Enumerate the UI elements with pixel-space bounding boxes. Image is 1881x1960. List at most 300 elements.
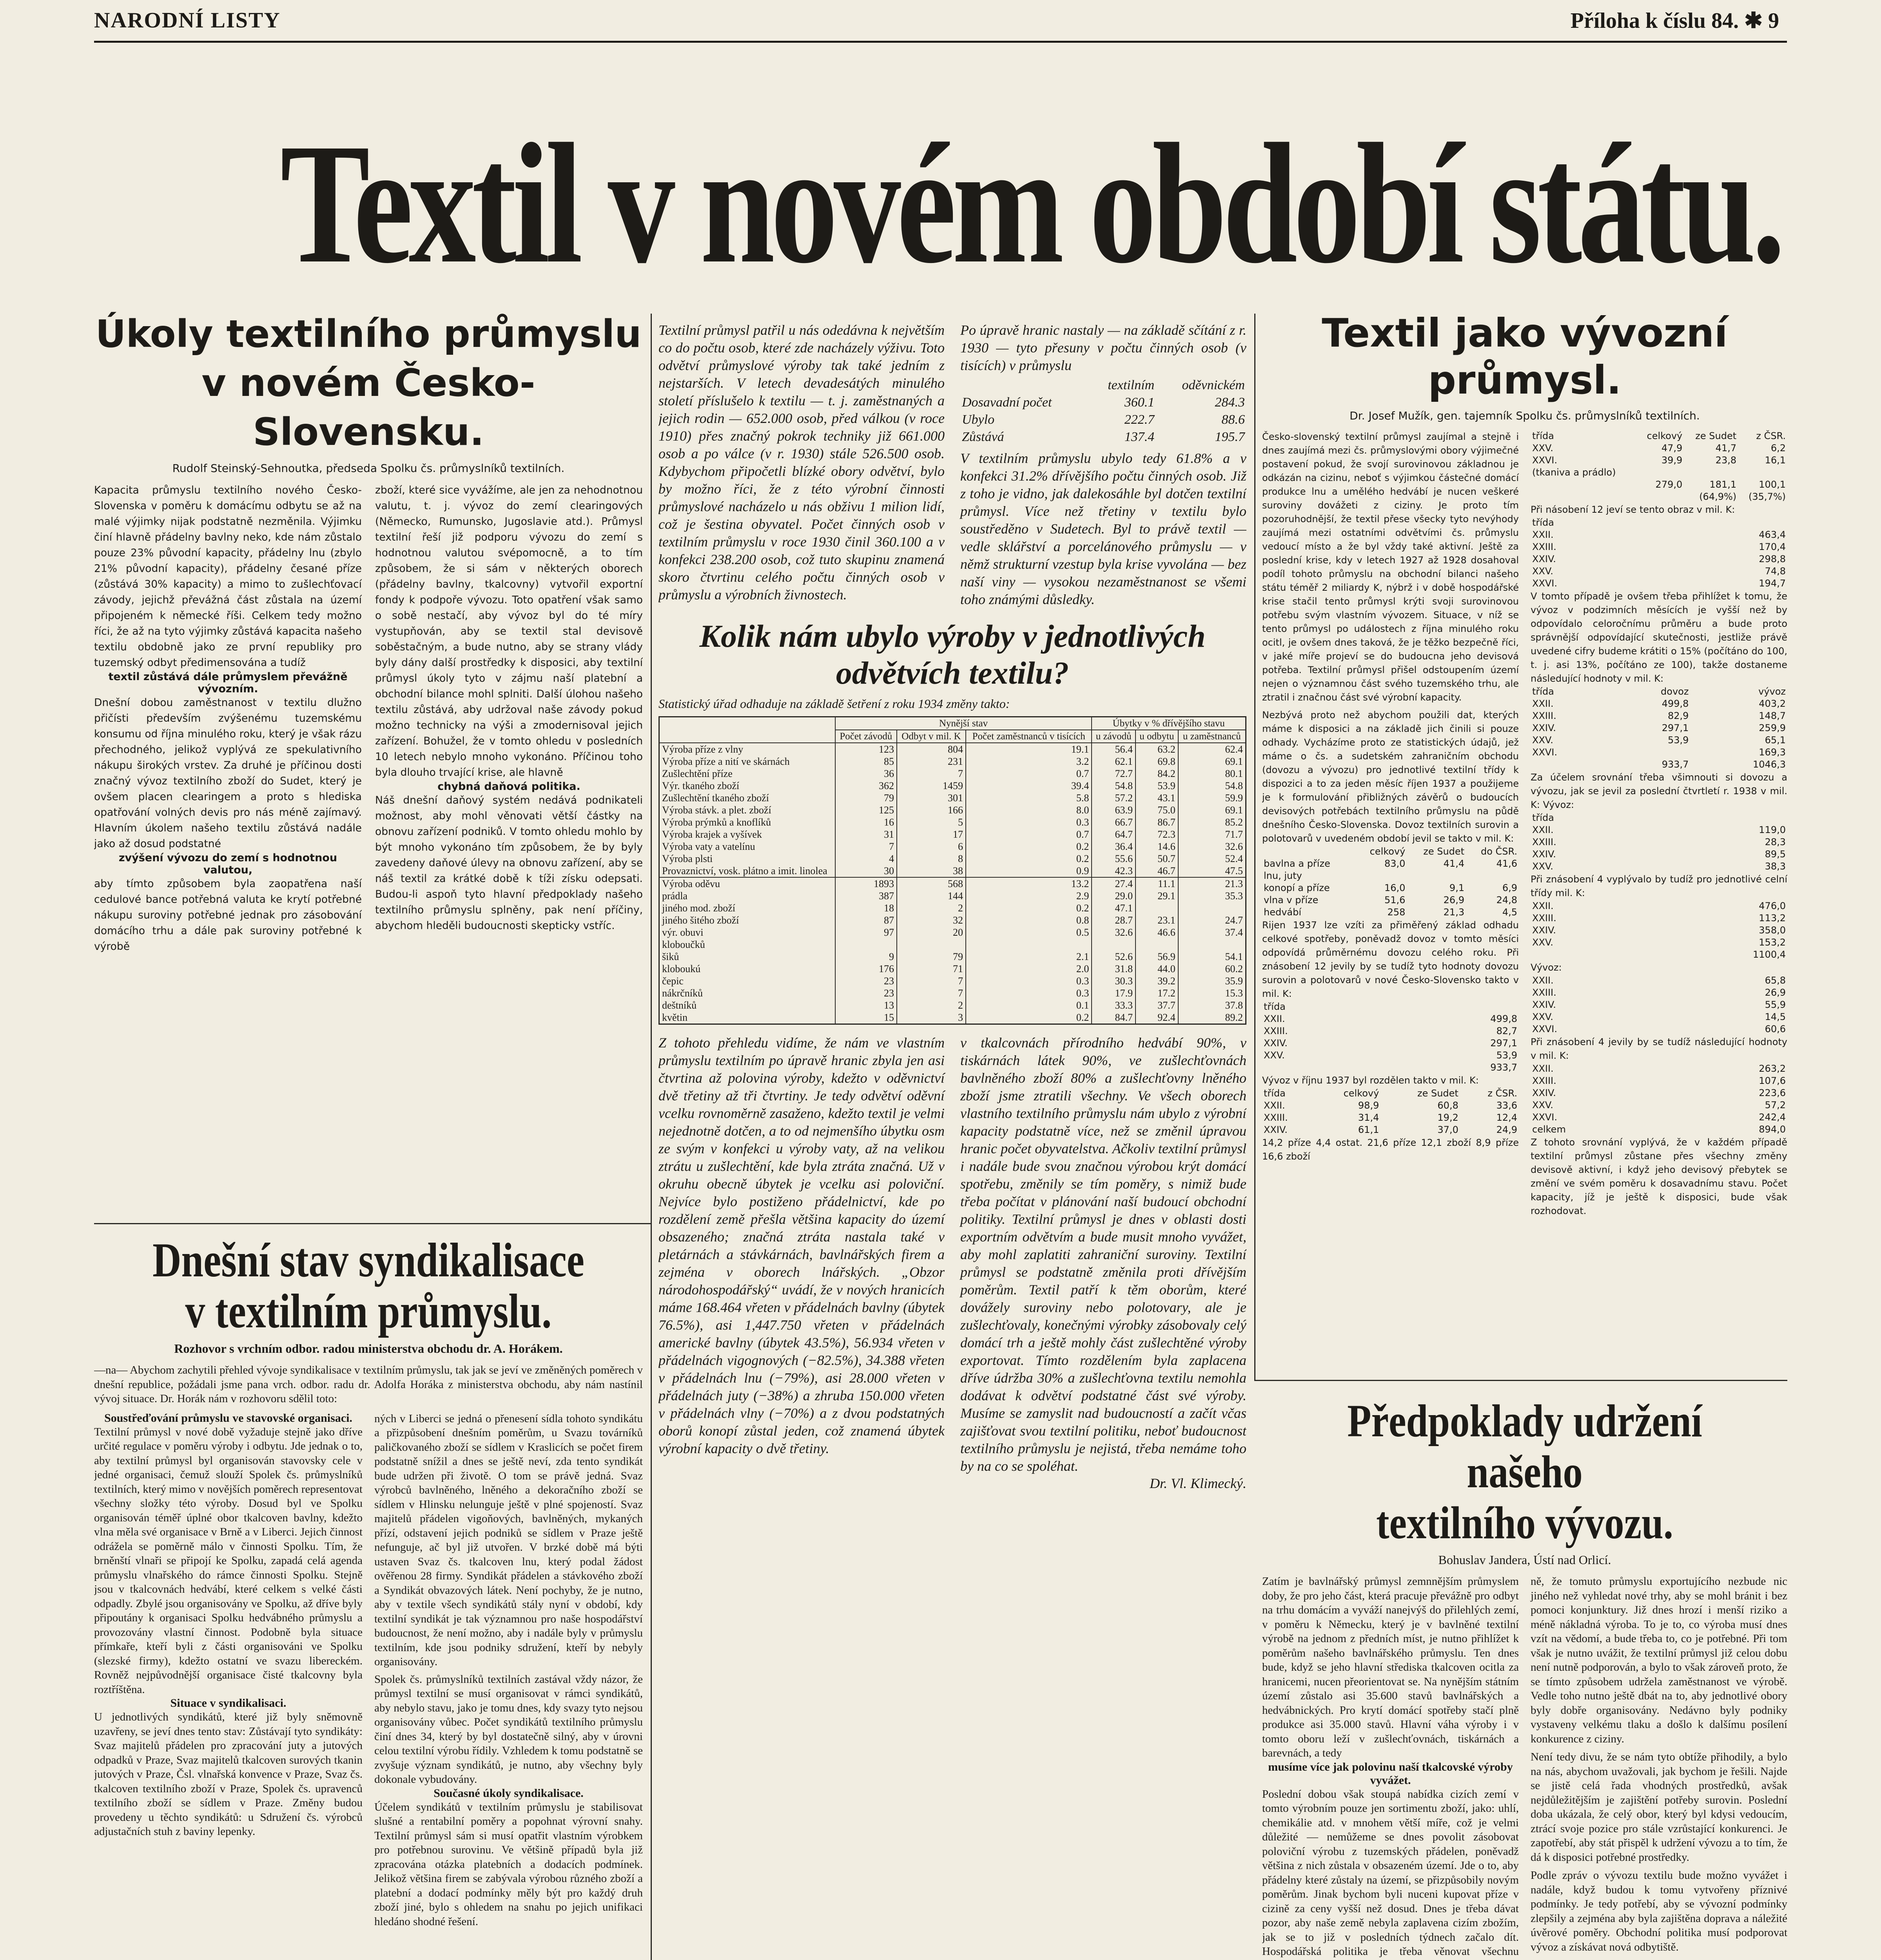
paragraph: Textilní průmysl v nové době vyžaduje stejně jako dříve určité regulace v poměru výroby i odbytu. Jde jednak o to, aby textilní průmysl byl organisován stavovsky cele v jedné organisaci, čemuž slouží Spolek čs. průmyslníků textilních, který mimo v novějších poměrech representovat všechny složky této výroby. Dosud byl ve Spolku organisován téměř úplné obor tkalcoven bavlny, kdežto vlna měla své organisace v Brně a v Liberci. Jejich činnost odrážela se poměrně málo v činnosti Spolku. Tím, že brněnští vlnaři se připojí ke Spolku, zapadá celá agenda průmyslu vlnařského do rámce činnosti Spolku. Stejně jsou v tkalcovnách hedvábí, které celkem s velké části odpadly. Zbylé jsou organisovány ve Spolku, až dříve byly připoutány k organisaci Spolku hedvábného průmyslu a provozovány vlastní činnost. Podobně byla situace přímkaře, kteří byli z části organisováni ve Spolku (slezské firmy), kdežto ostatní ve svazu libereckém. Rovněž nejpůvodnější organisace čisté tkalcovny byla roztříštěna. — [94, 1425, 363, 1696]
table-row — [1262, 1124, 1519, 1136]
article-title: textilního vývozu. — [1376, 1497, 1673, 1548]
row-label: Výroba příze z vlny — [659, 743, 835, 755]
import-table — [1262, 846, 1519, 918]
table-row — [1531, 1087, 1787, 1099]
row-label: čepic — [659, 975, 835, 987]
table-cell: XXII. — [1532, 824, 1554, 835]
table-cell: 74,8 — [1765, 566, 1786, 577]
table-cell: XXII. — [1532, 975, 1554, 986]
table-cell: 69.1 — [1178, 804, 1246, 816]
table-cell: 85.2 — [1178, 816, 1246, 828]
table-cell: 1893 — [835, 877, 897, 890]
table-cell: 11.1 — [1135, 877, 1178, 890]
table-cell: 6 — [897, 840, 966, 853]
table-cell: 242,4 — [1759, 1112, 1786, 1123]
table-cell: lnu, juty — [1264, 870, 1302, 881]
table-row — [1531, 936, 1787, 949]
table-cell: 41,4 — [1443, 858, 1465, 869]
table-cell: 69.1 — [1178, 755, 1246, 768]
table-cell: 87 — [835, 914, 897, 926]
table-cell: 17.9 — [1092, 987, 1135, 999]
table-row — [1531, 565, 1787, 577]
table-cell: 258 — [1387, 907, 1406, 918]
table-cell: XXVI. — [1532, 747, 1558, 758]
table-cell: 4,5 — [1502, 907, 1517, 918]
row-label: Výroba stávk. a plet. zboží — [659, 804, 835, 816]
paragraph: Není tedy divu, že se nám tyto obtíže přihodily, a bylo na nás, abychom uvažovali, jak bychom je řešili. Najde se jistě celá řada vhodných prostředků, avšak nejdůležitějším je zajištění potřeby surovin. Poslední doba ukázala, že celý obor, který byl kdysi vedoucím, ztrácí svoje pozice pro stále vzrůstající konkurenci. Je zapotřebí, aby stát přispěl k udržení vývozu a to tím, že dá k disposici potřebné prostředky. — [1531, 1751, 1787, 1864]
table-cell: 27.4 — [1092, 877, 1135, 890]
table-cell: konopí a příze — [1264, 882, 1330, 893]
table-cell: 6,9 — [1502, 882, 1517, 893]
table-header: oděvnickém — [1182, 378, 1245, 392]
paragraph: Rijen 1937 lze vzíti za přiměřený základ odhadu celkové spotřeby, poněvadž dovoz v tomto měsíci odpovídá průměrnému dovozu celého roku. Při znásobení 12 jevily by se tudíž tyto hodnoty dovozu surovin a polotovarů v nové Česko-Slovensko takto v mil. K: — [1262, 920, 1519, 999]
table-cell: 804 — [897, 743, 966, 755]
subheading: textil zůstává dále průmyslem převážně vývozním. — [108, 671, 348, 695]
text-column — [94, 483, 362, 955]
paragraph: Vývoz v říjnu 1937 byl rozdělen takto v mil. K: — [1262, 1075, 1479, 1086]
table-cell: 100,1 — [1759, 479, 1786, 490]
table-cell: 387 — [835, 890, 897, 902]
table-cell: 166 — [897, 804, 966, 816]
table-cell: 18 — [835, 902, 897, 914]
table-cell: 51,6 — [1384, 895, 1406, 906]
masthead: NARODNÍ LISTY — [94, 8, 281, 33]
table-cell: XXIV. — [1264, 1124, 1288, 1135]
table-cell: 15 — [835, 1011, 897, 1024]
table-cell: 39.4 — [966, 780, 1092, 792]
row-label: Výroba vaty a vatelínu — [659, 840, 835, 853]
table-cell: 53,9 — [1668, 735, 1689, 746]
paragraph: Dnešní dobou zaměstnanost v textilu dlužno přičísti především zvýšenému tuzemskému konsumu od října minulého roku, který je však rázu přechodného, jelikož vyplývá ze spekulativního nákupu širokých vrstev. Za druhé je příčinou dosti značný vývoz textilního zboží do Sudet, který je ovšem placen clearingem a proto s hlediska opatřování volných devis pro nás méně zajímavý. Hlavním úkolem našeho textilu zůstává nadále jako až dosud podstatné — [94, 697, 362, 850]
table-cell — [1607, 746, 1691, 759]
export-classes-table — [1531, 975, 1787, 1035]
row-label: Výroba krajek a vyšívek — [659, 828, 835, 840]
table-cell: 55,9 — [1765, 999, 1786, 1010]
table-cell: 7 — [897, 987, 966, 999]
table-cell — [1466, 870, 1519, 882]
table-header: Nynější stav — [835, 717, 1092, 730]
table-cell: 53,9 — [1496, 1050, 1517, 1061]
table-row — [1262, 1001, 1519, 1013]
table-cell: 69.8 — [1135, 755, 1178, 768]
table-row — [1531, 836, 1787, 848]
table-cell: XXIV. — [1532, 1087, 1556, 1098]
article-syndicalisation — [94, 1235, 643, 1960]
table-header: Odbyt v mil. K — [897, 730, 966, 743]
table-header — [659, 717, 835, 743]
table-cell: 46.7 — [1135, 865, 1178, 877]
table-row: Dosavadní počet 360.1 284.3 — [962, 395, 1245, 410]
table-cell: XXIII. — [1532, 837, 1556, 848]
paragraph: V tomto případě je ovšem třeba přihlížet k tomu, že vývoz v podzimních měsících je vyšší než by odpovídalo celoročnímu průměru a bude proto správnější odpovídající skutečnosti, jestliže právě uvedené cifry budeme krátiti o 15% (počítáno do 100, t. j. asi 13%, počítáno ze 100), takže dostaneme následující hodnoty v mil. K: — [1531, 591, 1787, 684]
table-cell: (64,9%) — [1699, 491, 1737, 502]
article-intro: —na— Abychom zachytili přehled vývoje syndikalisace v textilním průmyslu, tak jak se jeví ve změněných poměrech v dnešní republice, požádali jsme pana vrch. odbor. radu dr. Adolfa Horáka z ministerstva obchodu, aby nám nastínil vývoj situace. Dr. Horák nám v rozhovoru sdělil toto: — [94, 1364, 643, 1405]
table-row — [1531, 710, 1787, 722]
table-cell: 0.7 — [966, 828, 1092, 840]
main-headline: Textil v novém období státu. — [280, 108, 1781, 299]
table-row — [659, 890, 1246, 902]
import-export-table — [1531, 686, 1787, 771]
table-cell: 21.3 — [1178, 877, 1246, 890]
table-cell: 169,3 — [1759, 747, 1786, 758]
table-row — [1262, 906, 1519, 918]
table-row: Zůstává 137.4 195.7 — [962, 430, 1245, 444]
row-label: nákrčníků — [659, 987, 835, 999]
table-cell — [1653, 812, 1787, 824]
table-row — [1531, 1023, 1787, 1035]
article-title: Předpoklady udržení našeho — [1347, 1396, 1702, 1497]
table-row — [1262, 870, 1519, 882]
article-title: Kolik nám ubylo výroby v jednotlivých odvětvích textilu? — [699, 618, 1206, 691]
table-cell: XXIV. — [1532, 925, 1556, 936]
table-cell: 933,7 — [1490, 1062, 1517, 1073]
paragraph: Spolek čs. průmyslníků textilních zastával vždy názor, že průmysl textilní se musí organisovat v rámci syndikátů, aby nebylo stavu, jako je tomu dnes, kdy svazy tyto nejsou organisovány vůbec. Počet syndikátů textilního průmyslu činí dnes 34, který by byl dostatečně silný, aby v úrovni celou textilní výrobu řídily. Vzhledem k tomu podstatně se zvyšuje význam syndikátů, je nutno, aby všechny byly dokonale vybudovány. — [374, 1673, 643, 1786]
table-row — [659, 926, 1246, 938]
row-label: výr. obuvi — [659, 926, 835, 938]
table-cell: 83,0 — [1384, 858, 1406, 869]
article-byline: Dr. Josef Mužík, gen. tajemník Spolku čs. průmyslníků textilních. — [1350, 409, 1700, 422]
export-october-table — [1262, 1087, 1519, 1136]
table-cell: 72.3 — [1135, 828, 1178, 840]
row-label: květin — [659, 1011, 835, 1024]
table-cell: 62.4 — [1178, 743, 1246, 755]
table-cell: 26,9 — [1443, 895, 1465, 906]
table-row — [1531, 900, 1787, 912]
table-row — [659, 840, 1246, 853]
paragraph: ně, že tomuto průmyslu exportujícího nezbude nic jiného než vyhledat nové trhy, aby se mohl bránit i bez pomoci konjunktury. Již dnes hrozí i menší riziko a méně nákladná výroba. To je to, co výroba musí dnes vzít na vědomí, a bude třeba to, co je potřebné. Při tom však je nutno uvážit, že textilní průmysl již celou dobu není nutně podporován, a bylo to však zároveň proto, že se tímto způsobem udržela zaměstnanost ve výrobě. Vedle toho nutno ještě dbát na to, aby jednotlivé obory byly dobře organisovány. Nedávno byly podniky vystaveny velkému tlaku a došlo k dalšímu posílení konkurence z ciziny. — [1531, 1575, 1787, 1745]
table-cell: 63.2 — [1135, 743, 1178, 755]
table-cell: XXIII. — [1532, 710, 1556, 721]
table-cell — [1637, 466, 1684, 479]
row-label: jiného šitého zboží — [659, 914, 835, 926]
table-cell: 57,2 — [1765, 1100, 1786, 1111]
table-row — [659, 828, 1246, 840]
table-cell: XXIII. — [1264, 1112, 1288, 1123]
table-cell: 14.6 — [1135, 840, 1178, 853]
table-cell: 125 — [835, 804, 897, 816]
paragraph: Účelem syndikátů v textilním průmyslu je stabilisovat slušné a rentabilní poměry a popohnat výrovní snahy. Textilní průmysl sám si musí opatřit vlastním výrobkem pro potřebnou surovinu. Ve většině případů byla již zpracována otázka platebních a dodacích podmínek. Jelikož většina firem se zabývala výrobou různého zboží a platební a dodací podmínky měly být pro každý druh zboží jiné, bylo s ohledem na snahu po jejich unifikaci hledáno shodné řešení. — [374, 1800, 643, 1928]
table-row — [1531, 949, 1787, 961]
table-cell: 7 — [897, 768, 966, 780]
table-cell: 7 — [897, 975, 966, 987]
table-cell — [1637, 491, 1684, 503]
subheading: Současné úkoly syndikalisace. — [434, 1786, 584, 1800]
table-cell: 5 — [897, 816, 966, 828]
table-cell: 31,4 — [1358, 1112, 1379, 1123]
table-cell: 37.4 — [1178, 926, 1246, 938]
table-cell: XXV. — [1532, 861, 1553, 872]
table-cell: 47.5 — [1178, 865, 1246, 877]
table-cell: 223,6 — [1759, 1087, 1786, 1098]
table-cell: XXVI. — [1532, 1112, 1558, 1123]
table-cell: 46.6 — [1135, 926, 1178, 938]
table-cell: 19.1 — [966, 743, 1092, 755]
table-cell: XXV. — [1532, 1100, 1553, 1111]
table-cell: 0.2 — [966, 853, 1092, 865]
table-cell: XXIV. — [1532, 999, 1556, 1010]
paragraph: Textilní průmysl patřil u nás odedávna k největším co do počtu osob, které zde nacházely výživu. Toto odvětví průmyslové výroby tak také jedním z nejstarších. V letech devadesátých minulého století příslušelo k textilu — t. j. zaměstnaných a jejich rodin — 652.000 osob, před válkou (v roce 1910) přes značný pokrok techniky již 661.000 osob a po válce (v r. 1930) stále 526.500 osob. Kdybychom připočetli blízké obory odvětví, bylo by možno říci, že z této výrobní činnosti průmyslové nacházelo u nás obživu 1 milion lidí, což je šestina obyvatel. Počet činných osob v textilním průmyslu v roce 1930 činil 360.100 a v konfekci 238.200 osob, což tuto skupinu znamená skoro čtvrtinu celého počtu činných osob v průmyslu a výrobních živnostech. — [658, 322, 945, 603]
row-label: prádla — [659, 890, 835, 902]
table-row — [659, 865, 1246, 877]
table-cell: 42.3 — [1092, 865, 1135, 877]
table-cell: XXIII. — [1532, 541, 1556, 552]
article-title: Dnešní stav syndikalisace — [152, 1235, 584, 1287]
table-cell: 59.9 — [1178, 792, 1246, 804]
table-cell: 84.7 — [1092, 1011, 1135, 1024]
table-cell: 23 — [835, 975, 897, 987]
column-rule — [651, 314, 652, 1223]
table-row — [1531, 999, 1787, 1011]
row-label: Výr. tkaného zboží — [659, 780, 835, 792]
table-row — [1531, 734, 1787, 746]
table-row — [659, 804, 1246, 816]
table-row — [1531, 577, 1787, 590]
article-title: v novém Česko-Slovensku. — [201, 361, 535, 454]
table-cell: 30.3 — [1092, 975, 1135, 987]
table-cell: celkový — [1343, 1088, 1379, 1099]
table-cell: 44.0 — [1135, 963, 1178, 975]
table-cell: 181,1 — [1709, 479, 1737, 490]
table-cell: 86.7 — [1135, 816, 1178, 828]
paragraph: Vývoz: — [1531, 962, 1562, 973]
table-cell: 85 — [835, 755, 897, 768]
table-cell: 0.2 — [966, 1011, 1092, 1024]
text-column — [960, 1034, 1246, 1492]
table-cell: 54.8 — [1178, 780, 1246, 792]
table-cell: (tkaniva a prádlo) — [1532, 467, 1616, 478]
paragraph: Z tohoto přehledu vidíme, že nám ve vlastním průmyslu textilním po úpravě hranic zbyla jen asi čtvrtina až polovina výroby, kdežto v oděvnictví dvě třetiny až tři čtvrtiny. Je tedy odvětví oděvní vcelku rovnoměrně zasaženo, kdežto textil je velmi nejednotně dotčen, a to od nejmenšího úbytku osm ze svým v konfekci u výroby vaty, až na velikou ztrátu u zušlechtění, kde byla ztráta značná. Už v okruhu obecně úbytek je vcelku asi poloviční. Nejvíce bylo postiženo přádelnictví, kde po rozdělení země přešla většina kapacity do území obsazeného; značná ztráta nastala také v pletárnách a stávkárnách, bavlnářských firem a zejména v oborech lnářských. „Obzor národohospodářský“ uvádí, že v nových hranicích máme 168.464 vřeten v přádelnách bavlny (úbytek 76.5%), asi 1,447.750 vřeten v přádelnách americké bavlny (úbytek 43.5%), 56.934 vřeten v přádelnách vigognových (−82.5%), 34.388 vřeten v přádelnách lnu (−79%), asi 28.000 vřeten v přádelnách juty (−38%) a zhruba 150.000 vřeten v přádelnách vlny (−70%) a z dvou podstatných oborů konopí zůstal jeden, což znamená úbytek výrobní kapacity o dvě třetiny. — [658, 1034, 945, 1456]
table-cell: 21,3 — [1443, 907, 1465, 918]
table-cell: 65,8 — [1765, 975, 1786, 986]
table-cell: ze Sudet — [1417, 1088, 1458, 1099]
table-cell: XXV. — [1532, 566, 1553, 577]
table-cell: 15.3 — [1178, 987, 1246, 999]
table-row — [1531, 442, 1787, 454]
table-row — [659, 755, 1246, 768]
text-column — [1531, 1574, 1787, 1960]
table-cell: XXIII. — [1532, 1075, 1556, 1086]
table-cell: 54.1 — [1178, 951, 1246, 963]
table-cell: 170,4 — [1759, 541, 1786, 552]
table-cell: 32.6 — [1178, 840, 1246, 853]
table-cell: 14,5 — [1765, 1011, 1786, 1022]
table-cell: 499,8 — [1490, 1013, 1517, 1024]
table-cell: 259,9 — [1759, 722, 1786, 733]
table-row — [659, 999, 1246, 1011]
table-cell: XXIII. — [1264, 1025, 1288, 1036]
table-row — [659, 987, 1246, 999]
table-cell: XXV. — [1532, 443, 1553, 454]
export-share-table — [1531, 430, 1787, 503]
paragraph: Nezbývá proto než abychom použili dat, kterých máme k disposici a na základě jich činili si pouze odhady. Vycházíme proto ze statistických údajů, jež máme o čs. a sudetském zahraničním obchodu (dovozu a vývozu) pro jednotlivé textilní třídy k dispozici a to za jeden měsíc říjen 1937 a použijeme je k formulování přibližných závěrů o budoucích devisových potřebách textilního průmyslu na půdě dnešního Česko-Slovenska. Dovoz textilních surovin a polotovarů v uvedeném období jevil se takto v mil. K: — [1262, 710, 1519, 844]
table-row — [659, 853, 1246, 865]
table-row — [1531, 975, 1787, 987]
page-reference: Příloha k číslu 84. ✱ 9 — [1570, 9, 1779, 33]
paragraph: Česko-slovenský textilní průmysl zaujímal a stejně i dnes zaujímá mezi čs. průmyslovými obory výjimečné postavení pokud, že svojí surovinovou základnou je odkázán na cizinu, neboť s výjimkou částečné domácí produkce lnu a umělého hedvábí je nucen veškeré suroviny dovážeti z ciziny. Je proto tím pozoruhodnější, že textil přese všecky tyto nevýhody zaujímá mezi ostatními odvětvími čs. průmyslu vedoucí místo a že byl vždy také aktivní. Ještě za poslední krise, kdy v letech 1927 až 1928 dosahoval podíl tohoto průmyslu na obchodní bilanci našeho státu téměř 2 miliardy K, nýbrž i v době hospodářské krise stačil tento průmysl krýti svoji surovinovou potřebu svým vlastním vývozem. Situace, v níž se tento průmysl po událostech z října minulého roku ocitl, je ovšem dnes taková, že je těžko bezpečně říci, v jaké míře projeví se do budoucna jeho devisová potřeba. Textilní průmysl přišel odstoupením území nejen o významnou část svého tuzemského trhu, ale ztratil i značnou část své výrobní kapacity. — [1262, 431, 1519, 703]
table-cell: 56.4 — [1092, 743, 1135, 755]
table-cell: 8 — [897, 853, 966, 865]
table-cell: 0.2 — [966, 840, 1092, 853]
table-cell: 64.7 — [1092, 828, 1135, 840]
table-row — [1262, 882, 1519, 894]
row-label: deštníků — [659, 999, 835, 1011]
table-cell: celkem — [1532, 1124, 1566, 1135]
article-title: Úkoly textilního průmyslu — [95, 312, 642, 356]
table-cell: 362 — [835, 780, 897, 792]
table-row — [1262, 1025, 1519, 1037]
table-cell: 28,3 — [1765, 837, 1786, 848]
table-cell: 38,3 — [1765, 861, 1786, 872]
table-cell — [835, 938, 897, 951]
paragraph: zboží, které sice vyvážíme, ale jen za nehodnotnou valutu, t. j. vývoz do zemí clearingových (Německo, Rumunsko, Jugoslavie atd.). Průmysl textilní řeší již podporu vývozu do zemí s hodnotnou valutou svépomocně, a to tím způsobem, že si sám v některých oborech (přádelny bavlny, tkalcovny) vytvořil exportní fondy k podpoře vývozu. Toto opatření však samo o sobě nestačí, aby vývoz byl do té míry vystupňován, aby se textil stal devisově soběstačným, a bude nutno, aby se strany vlády byly dány další prostředky k disposici, aby textilní průmysl úkoly tyto v zájmu naší platební a obchodní bilance mohl splniti. Další úlohou našeho textilu zůstává, aby udržoval naše závody pokud možno technicky na výši a zmodernisoval jejich zařízení. Bohužel, že v tomto ohledu v posledních 10 letech nebylo mnoho vykonáno. Příčinou toho byla dlouho trvající krise, ale hlavně — [375, 484, 643, 779]
table-cell: 19,2 — [1437, 1112, 1458, 1123]
table-cell: 123 — [835, 743, 897, 755]
table-cell — [1407, 870, 1466, 882]
quarter-export-table — [1531, 812, 1787, 873]
row-label: Zušlechtění tkaného zboží — [659, 792, 835, 804]
table-cell: XXV. — [1264, 1050, 1285, 1061]
statistics-table-body — [659, 743, 1246, 1024]
table-row — [1262, 858, 1519, 870]
table-cell: 0.3 — [966, 975, 1092, 987]
table-cell: 6,2 — [1770, 443, 1786, 454]
table-cell: 57.2 — [1092, 792, 1135, 804]
table-cell: 23.1 — [1135, 914, 1178, 926]
table-cell: 176 — [835, 963, 897, 975]
paragraph: Z tohoto srovnání vyplývá, že v každém případě textilní průmysl zůstane přes všechny změny devisově aktivní, i když jeho devisový přebytek se změní ve svém poměru k dosavadnímu stavu. Počet kapacity, jíž je ještě k disposici, bude však rozhodovat. — [1531, 1137, 1787, 1216]
table-cell — [1531, 949, 1641, 961]
multiplied-table — [1531, 900, 1787, 961]
paragraph: U jednotlivých syndikátů, které již byly sněmovně uzavřeny, se jeví dnes tento stav: Zůstávají tyto syndikáty: Svaz majitelů přádelen pro zpracování juty a jutových odpadků v Praze, Svaz majitelů tkalcoven surových tkanin jutových v Praze, Čsl. vlnařská konvence v Praze, Svaz čs. tkalcoven textilního zboží v Praze, Spolek čs. upravenců textilního zboží se sídlem v Praze. Změny budou provedeny u těchto syndikátů: u Sdružení čs. výrobců adjustačních stuh z baviny lepenky. — [94, 1711, 363, 1838]
table-cell: 72.7 — [1092, 768, 1135, 780]
table-cell: z ČSR. — [1756, 430, 1786, 441]
import-projection-table — [1262, 1001, 1519, 1074]
table-cell: XXIV. — [1264, 1038, 1288, 1049]
table-row — [659, 938, 1246, 951]
table-cell: bavlna a příze — [1264, 858, 1330, 869]
table-cell: 13.2 — [966, 877, 1092, 890]
text-column — [374, 1412, 643, 1929]
table-cell: XXII. — [1532, 900, 1554, 911]
table-cell: (35,7%) — [1749, 491, 1786, 502]
table-cell: třída — [1532, 812, 1554, 823]
table-cell: 1100,4 — [1753, 949, 1786, 960]
table-cell: 107,6 — [1759, 1075, 1786, 1086]
text-column — [94, 1412, 363, 1929]
table-cell: vývoz — [1758, 686, 1786, 697]
table-header: Úbytky v % dřívějšího stavu — [1092, 717, 1246, 730]
table-cell: 82,9 — [1668, 710, 1689, 721]
column-rule — [651, 1223, 652, 1960]
table-cell: 2 — [897, 902, 966, 914]
table-cell: 33,6 — [1496, 1100, 1517, 1111]
table-cell: 13 — [835, 999, 897, 1011]
table-row: Ubylo 222.7 88.6 — [962, 412, 1245, 427]
table-row — [659, 975, 1246, 987]
table-cell: 1046,3 — [1753, 759, 1786, 770]
table-cell: 36 — [835, 768, 897, 780]
table-cell: 2.1 — [966, 951, 1092, 963]
table-cell: vlna v příze — [1264, 895, 1319, 906]
table-cell: 2 — [897, 999, 966, 1011]
table-cell: 37.8 — [1178, 999, 1246, 1011]
table-cell: 3.2 — [966, 755, 1092, 768]
table-cell: XXVI. — [1532, 578, 1558, 589]
row-label: Zušlechtění příze — [659, 768, 835, 780]
table-cell: 933,7 — [1662, 759, 1689, 770]
paragraph: v tkalcovnách přírodního hedvábí 90%, v tiskárnách látek 90%, ve zušlechťovnách bavlněného zboží 80% a zušlechťovny lněného zboží jsme ztratili všechny. Ve všech oborech vlastního textilního průmyslu nám ubylo z výrobní kapacity podstatně více, než se změnil úpravou hranic počet obyvatelstva. Ačkoliv textilní průmysl i nadále bude svou značnou výrobou krýt domácí spotřebu, změnily se tím poměry, s nimiž bude třeba počítat v plánování naší budoucí obchodní politiky. Textilní průmysl je dnes v oblasti dosti exportním odvětvím a bude musit mnoho vyvážet, aby mohl zaplatiti zahraniční suroviny. Textilní průmysl se podstatně změnila proti dřívějším poměrům. Textil patří k těm oborům, které dovážely suroviny nebo polotovary, ale je zušlechťovaly, konečnými výrobky zásobovaly celý domácí trh a ještě mohly část zušlechtěné výroby exportovat. Tímto rozdělením byla zaplacena dříve údržba 30% a zušlechťovna textilu nemohla dodávat k odvětví podstatné část své výroby. Musíme se zamyslit nad budoucností a začít včas zajišťovat svou textilní politiku, neboť budoucnost textilního průmyslu je nejistá, třeba nemáme toho by na co se spoléhat. — [960, 1034, 1246, 1474]
table-cell: 20 — [897, 926, 966, 938]
table-cell: 37.7 — [1135, 999, 1178, 1011]
row-label: Výroba prýmků a knoflíků — [659, 816, 835, 828]
row-label: šiků — [659, 951, 835, 963]
table-cell: 0.1 — [966, 999, 1092, 1011]
table-cell: 84.2 — [1135, 768, 1178, 780]
table-cell: 32 — [897, 914, 966, 926]
table-row — [1531, 1011, 1787, 1023]
table-cell: 62.1 — [1092, 755, 1135, 768]
table-cell: 98,9 — [1358, 1100, 1379, 1111]
table-cell — [1262, 1062, 1384, 1074]
table-row — [1262, 1037, 1519, 1049]
table-cell: 231 — [897, 755, 966, 768]
table-row — [659, 816, 1246, 828]
paragraph: V textilním průmyslu ubylo tedy 61.8% a v konfekci 31.2% dřívějšího počtu činných osob. Již z toho je vidno, jak dalekosáhle byl dotčen textilní průmysl. Více než třetiny v textilu bylo soustředěno v Sudetech. Byl to právě textil — vedle sklářství a porcelánového průmyslu — v němž strukturní vzestup byla krise vyvolána — bez naší viny — vysokou nezaměstnanost se všemi toho známými důsledky. — [960, 450, 1246, 607]
paragraph: aby tímto způsobem byla zaopatřena naší cedulové bance potřebná valuta ke krytí potřebné nákupu suroviny potřebné jednak pro zásobování domácího trhu a dále pak suroviny potřebné k výrobě — [94, 878, 362, 953]
table-cell: XXV. — [1532, 1011, 1553, 1022]
table-cell: 144 — [897, 890, 966, 902]
table-cell: 263,2 — [1759, 1063, 1786, 1074]
table-cell — [1531, 479, 1637, 491]
text-column — [1262, 430, 1519, 1218]
table-row — [1531, 686, 1787, 698]
table-cell: 47,9 — [1661, 443, 1683, 454]
paragraph: Zatím je bavlnářský průmysl zemnnějším průmyslem doby, že pro jeho část, která pracuje převážně pro odbyt na trhu domácím a vyváží nanejvýš do přilehlých zemí, v poměru k Německu, který je v bavlněné textilní výrobě na jednom z předních míst, je nutno přihlížet k poměrům našeho bavlnářského průmyslu. Ten dnes bude, když se jeho hlavní střediska tkalcoven ocitla za hranicemi, nucen přeorientovat se. Na nynějším státním území zůstalo asi 35.600 stavů bavlnářských a hedvábnických. Pro krytí domácí spotřeby stačí plně produkce asi 35.000 stavů. Hlavní váha výroby i v tomto oboru leží v zušlechťovnách, tiskárnách a barevnách, a tedy — [1262, 1575, 1519, 1760]
table-row — [1531, 553, 1787, 565]
table-cell: 71 — [897, 963, 966, 975]
row-label: Provaznictví, vosk. plátno a imit. linolea — [659, 865, 835, 877]
table-row — [1262, 1112, 1519, 1124]
table-cell: 50.7 — [1135, 853, 1178, 865]
table-cell: XXII. — [1532, 1063, 1554, 1074]
table-cell: XXII. — [1532, 529, 1554, 540]
table-cell: 279,0 — [1655, 479, 1683, 490]
table-cell: 113,2 — [1759, 913, 1786, 924]
paragraph: Po úpravě hranic nastaly — na základě sčítání z r. 1930 — tyto přesuny v počtu činných osob (v tisících) v průmyslu — [960, 322, 1246, 373]
table-row — [659, 877, 1246, 890]
table-cell: z ČSR. — [1487, 1088, 1517, 1099]
table-cell: 9 — [835, 951, 897, 963]
table-row — [1262, 894, 1519, 906]
table-cell — [1684, 466, 1738, 479]
table-row — [1262, 1100, 1519, 1112]
table-cell: 35.9 — [1178, 975, 1246, 987]
table-row — [659, 780, 1246, 792]
table-cell: 60.2 — [1178, 963, 1246, 975]
table-cell: 568 — [897, 877, 966, 890]
table-header: textilním — [1108, 378, 1155, 392]
article-title: Textil jako vývozní průmysl. — [1322, 310, 1728, 403]
table-row — [1531, 1111, 1787, 1123]
table-cell: 0.2 — [966, 902, 1092, 914]
table-cell: dovoz — [1661, 686, 1689, 697]
table-cell: 16,0 — [1384, 882, 1406, 893]
header-rule — [94, 41, 1787, 43]
table-cell: 301 — [897, 792, 966, 804]
table-cell: 0.7 — [966, 768, 1092, 780]
article-title: v textilním průmyslu. — [185, 1284, 552, 1338]
table-cell — [1178, 938, 1246, 951]
